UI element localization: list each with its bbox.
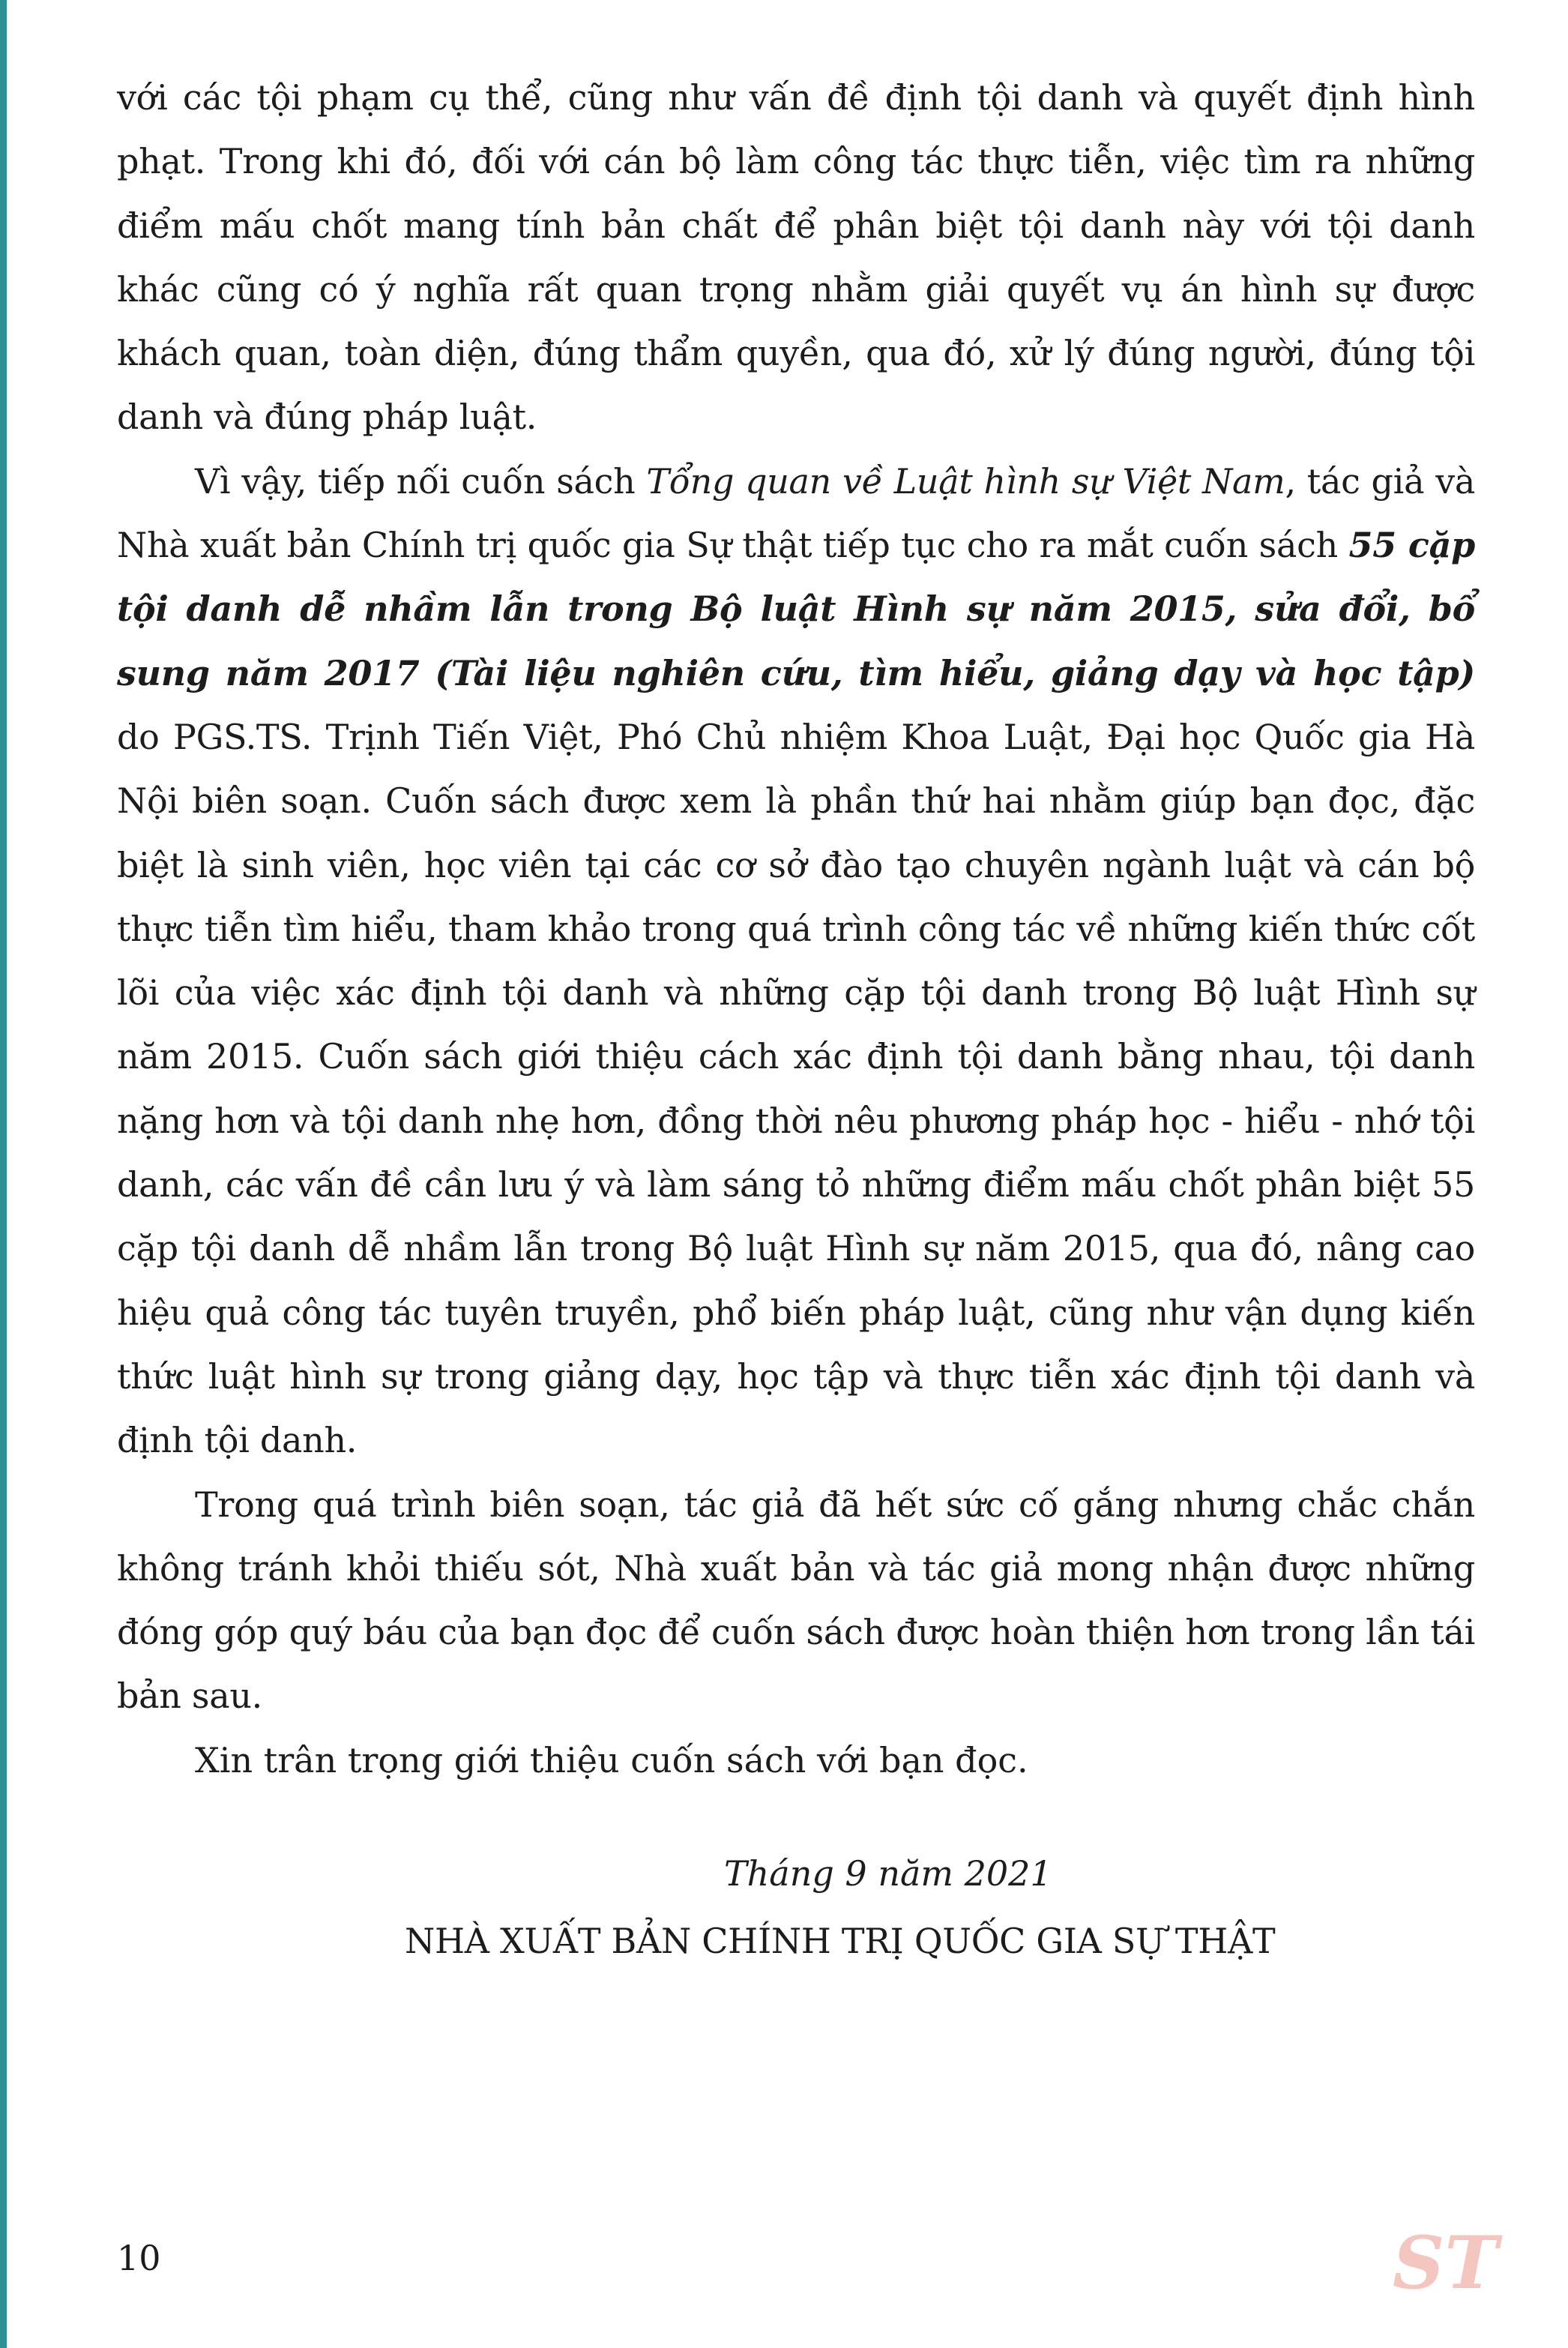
book-title-bold: 55 cặp tội danh dễ nhầm lẫn trong Bộ luật Hình sự năm 2015, sửa đổi, bổ sung năm 2017 (Tài liệu nghiên cứu, tìm hiểu, giảng dạy và học tập) [117, 525, 1475, 693]
paragraph-2-text-b: , tác giả và Nhà xuất bản Chính trị quốc gia Sự thật tiếp tục cho ra mắt cuốn sách [117, 460, 1476, 566]
paragraph-2-text-a: Vì vậy, tiếp nối cuốn sách [195, 460, 647, 502]
paragraph-4: Xin trân trọng giới thiệu cuốn sách với bạn đọc. [195, 1739, 1028, 1780]
paragraph-2-text-c: do PGS.TS. Trịnh Tiến Việt, Phó Chủ nhiệm Khoa Luật, Đại học Quốc gia Hà Nội biên soạn. Cuốn sách được xem là phần thứ hai nhằm giúp bạn đọc, đặc biệt là sinh viên, học viên tại các cơ sở đào tạo chuyên ngành luật và cán bộ thực tiễn tìm hiểu, tham khảo trong quá trình công tác về những kiến thức cốt lõi của việc xác định tội danh và những cặp tội danh trong Bộ luật Hình sự năm 2015. Cuốn sách giới thiệu cách xác định tội danh bằng nhau, tội danh nặng hơn và tội danh nhẹ hơn, đồng thời nêu phương pháp học - hiểu - nhớ tội danh, các vấn đề cần lưu ý và làm sáng tỏ những điểm mấu chốt phân biệt 55 cặp tội danh dễ nhầm lẫn trong Bộ luật Hình sự năm 2015, qua đó, nâng cao hiệu quả công tác tuyên truyền, phổ biến pháp luật, cũng như vận dụng kiến thức luật hình sự trong giảng dạy, học tập và thực tiễn xác định tội danh và định tội danh. [117, 716, 1475, 1461]
page-content [117, 66, 1475, 1792]
publisher-logo-text: ST [1393, 2221, 1498, 2305]
signature-organization: NHÀ XUẤT BẢN CHÍNH TRỊ QUỐC GIA SỰ THẬT [405, 1921, 1276, 1961]
book-title-italic: Tổng quan về Luật hình sự Việt Nam [646, 460, 1285, 502]
page-number: 10 [117, 2238, 161, 2278]
page-edge-bar [0, 0, 7, 2348]
paragraph-3: Trong quá trình biên soạn, tác giả đã hết sức cố gắng nhưng chắc chắn không tránh khỏi thiếu sót, Nhà xuất bản và tác giả mong nhận được những đóng góp quý báu của bạn đọc để cuốn sách được hoàn thiện hơn trong lần tái bản sau. [117, 1484, 1475, 1717]
signature-date: Tháng 9 năm 2021 [724, 1853, 1052, 1894]
publisher-logo-icon [1388, 2219, 1498, 2305]
paragraph-1: với các tội phạm cụ thể, cũng như vấn đề định tội danh và quyết định hình phạt. Trong khi đó, đối với cán bộ làm công tác thực tiễn, việc tìm ra những điểm mấu chốt mang tính bản chất để phân biệt tội danh này với tội danh khác cũng có ý nghĩa rất quan trọng nhằm giải quyết vụ án hình sự được khách quan, toàn diện, đúng thẩm quyền, qua đó, xử lý đúng người, đúng tội danh và đúng pháp luật. [117, 77, 1475, 438]
paragraph-2 [117, 450, 1475, 1473]
